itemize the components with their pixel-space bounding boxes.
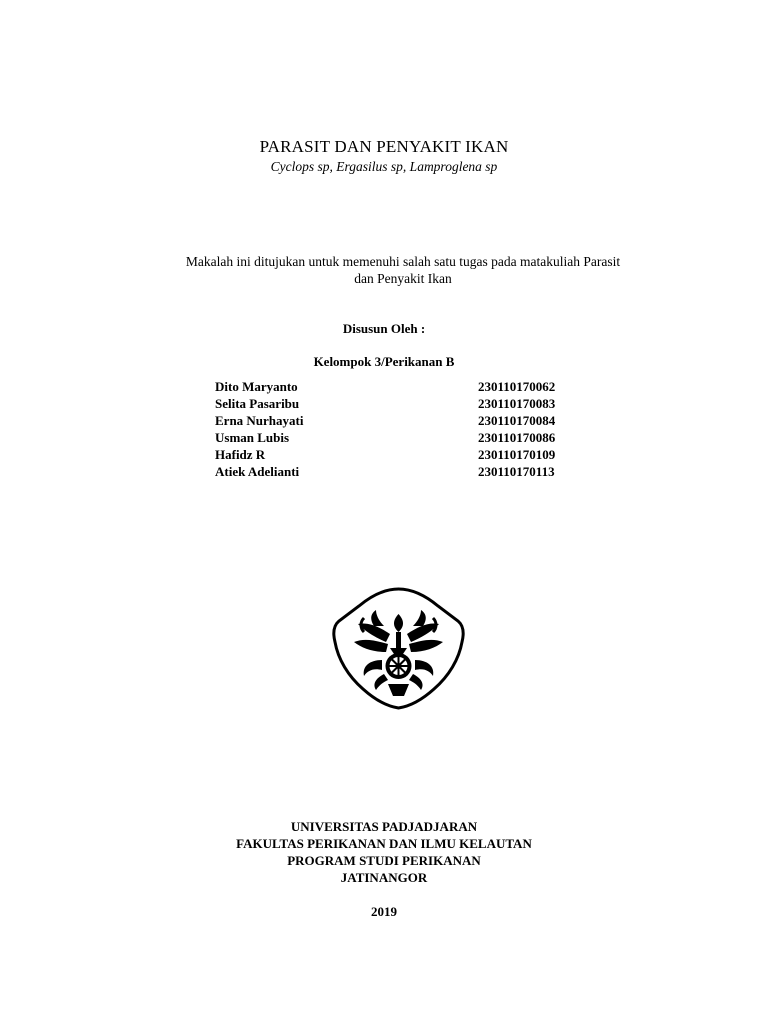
document-subtitle: Cyclops sp, Ergasilus sp, Lamproglena sp [270, 159, 498, 174]
faculty-name: FAKULTAS PERIKANAN DAN ILMU KELAUTAN [236, 836, 532, 851]
purpose-line-2: dan Penyakit Ikan [354, 271, 452, 286]
member-name: Usman Lubis [215, 430, 290, 445]
member-id: 230110170086 [478, 430, 556, 445]
member-name: Hafidz R [215, 447, 266, 462]
member-name: Atiek Adelianti [215, 464, 300, 479]
member-name: Dito Maryanto [215, 379, 298, 394]
university-emblem-icon [330, 586, 467, 711]
member-row [215, 463, 595, 480]
document-year: 2019 [371, 904, 397, 919]
document-title: PARASIT DAN PENYAKIT IKAN [259, 137, 509, 156]
institution-block [0, 818, 768, 886]
member-row [215, 412, 595, 429]
member-row [215, 429, 595, 446]
member-id: 230110170113 [478, 464, 555, 479]
member-id: 230110170062 [478, 379, 556, 394]
member-name: Selita Pasaribu [215, 396, 300, 411]
member-id: 230110170109 [478, 447, 556, 462]
member-name: Erna Nurhayati [215, 413, 304, 428]
group-label: Kelompok 3/Perikanan B [313, 354, 455, 369]
member-id: 230110170084 [478, 413, 556, 428]
purpose-statement [148, 253, 658, 287]
study-program: PROGRAM STUDI PERIKANAN [287, 853, 481, 868]
location: JATINANGOR [340, 870, 428, 885]
purpose-line-1: Makalah ini ditujukan untuk memenuhi salah satu tugas pada matakuliah Parasit [185, 254, 621, 269]
member-row [215, 378, 595, 395]
member-row [215, 395, 595, 412]
member-id: 230110170083 [478, 396, 556, 411]
composed-by-label: Disusun Oleh : [342, 321, 426, 336]
university-name: UNIVERSITAS PADJADJARAN [290, 819, 478, 834]
member-row [215, 446, 595, 463]
member-list [215, 378, 595, 480]
